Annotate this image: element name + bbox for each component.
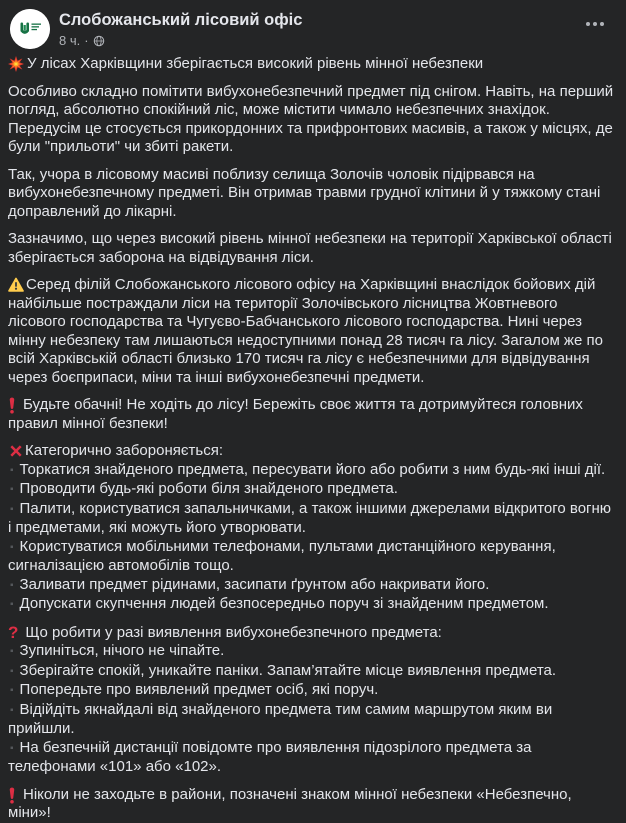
list-item [8, 662, 616, 682]
header-info [59, 9, 302, 49]
paragraph-line [8, 786, 616, 823]
paragraph-text: Ніколи не заходьте в райони, позначені знаком мінної небезпеки «Небезпечно, міни»! [8, 785, 572, 821]
paragraph-text: Будьте обачні! Не ходіть до лісу! Бережіть своє життя та дотримуйтеся головних правил мінної безпеки! [8, 396, 583, 432]
question-mark-icon: ? [8, 622, 19, 642]
collision-icon [8, 56, 24, 72]
bullet-icon: ▪ [10, 599, 14, 610]
paragraph-text: Що робити у разі виявлення вибухонебезпечного предмета: [25, 623, 442, 641]
list-item [8, 642, 616, 662]
bullet-icon: ▪ [10, 665, 14, 677]
paragraph-line [8, 442, 616, 461]
paragraph-line [8, 396, 616, 433]
list-item-text: Відійдіть якнайдалі від знайденого предмета тим самим маршрутом яким ви прийшли. [8, 700, 553, 737]
list-item-text: Торкатися знайденого предмета, пересувати його або робити з ним будь-які інші дії. [19, 460, 606, 478]
list-item [8, 681, 616, 701]
bullet-icon: ▪ [10, 579, 14, 591]
post-paragraph [8, 230, 616, 267]
post-body [0, 51, 626, 823]
post-header [0, 0, 626, 51]
list-item [8, 461, 616, 481]
paragraph-line [8, 230, 616, 267]
bullet-icon: ▪ [10, 646, 14, 657]
post-paragraph [8, 442, 616, 615]
list-item [8, 701, 616, 739]
list-item-text: Заливати предмет рідинами, засипати ґрунтом або накривати його. [19, 575, 490, 593]
globe-icon [93, 35, 105, 47]
list-item-text: Користуватися мобільними телефонами, пультами дистанційного керування, сигналізацією автомобілів тощо. [8, 537, 556, 574]
list-item [8, 576, 616, 596]
list-item-text: Зберігайте спокій, уникайте паніки. Запам’ятайте місце виявлення предмета. [19, 661, 557, 679]
bullet-icon: ▪ [10, 704, 14, 716]
page-name[interactable]: Слобожанський лісовий офіс [59, 11, 303, 29]
list-item-text: Попередьте про виявлений предмет осіб, які поруч. [19, 681, 379, 698]
bullet-icon: ▪ [10, 484, 14, 495]
paragraph-text: У лісах Харківщини зберігається високий рівень мінної небезпеки [27, 55, 484, 72]
bullet-icon: ▪ [10, 464, 14, 476]
list-item-text: Зупиніться, нічого не чіпайте. [19, 642, 225, 659]
more-dot [593, 22, 597, 26]
post-paragraph [8, 396, 616, 433]
list-item [8, 739, 616, 777]
list-item [8, 538, 616, 576]
paragraph-line [8, 55, 616, 74]
paragraph-line [8, 166, 616, 222]
paragraph-text: Так, учора в лісовому масиві поблизу селища Золочів чоловік підірвався на вибухонебезпечному предметі. Він отримав травми грудної клітини й у тяжкому стані доправлений до лікарні. [8, 165, 601, 220]
timestamp[interactable]: 8 ч. [59, 33, 81, 48]
forest-office-logo-icon [10, 9, 50, 49]
list-item [8, 500, 616, 538]
post-paragraph [8, 786, 616, 823]
exclamation-icon [8, 787, 16, 804]
paragraph-text: Серед філій Слобожанського лісового офісу на Харківщині внаслідок бойових дій найбільше постраждали ліси на території Золочівського лісництва Жовтневого лісового господарства та Чугуєво-Бабчанського лісового господарства. Нині через мінну небезпеку там лишаються недоступними понад 28 тисяч га лісу. Загалом же по всій Харківській області близько 170 тисяч га лісу є небезпечними для відвідування через боєприпаси, міни та інші вибухонебезпечні предмети. [8, 276, 603, 386]
avatar[interactable] [10, 9, 50, 49]
list-item-text: Проводити будь-які роботи біля знайденого предмета. [19, 480, 398, 497]
bullet-icon: ▪ [10, 742, 14, 754]
post-paragraph [8, 276, 616, 387]
paragraph-text: Зазначимо, що через високий рівень мінної небезпеки на території Харківської області зберігається заборона на відвідування ліси. [8, 230, 612, 266]
warning-icon [8, 277, 24, 293]
paragraph-text: Категорично забороняється: [25, 442, 223, 459]
list-item-text: Палити, користуватися запальничками, а також іншими джерелами відкритого вогню і предметами, які можуть його утворювати. [8, 499, 612, 536]
bullet-icon: ▪ [10, 503, 14, 515]
paragraph-line [8, 624, 616, 643]
post-paragraph [8, 166, 616, 222]
paragraph-line [8, 83, 616, 157]
exclamation-icon [8, 397, 16, 414]
list-item [8, 480, 616, 500]
post-paragraph [8, 83, 616, 157]
bullet-icon: ▪ [10, 541, 14, 553]
list-item-text: Допускати скупчення людей безпосередньо поруч зі знайденим предметом. [19, 595, 549, 612]
list-item-text: На безпечній дистанції повідомте про виявлення підозрілого предмета за телефонами «101» або «102». [8, 738, 532, 775]
post-meta [59, 32, 302, 49]
list-item [8, 595, 616, 615]
paragraph-line [8, 276, 616, 387]
paragraph-text: Особливо складно помітити вибухонебезпечний предмет під снігом. Навіть, на перший погляд, абсолютно спокійний ліс, може містити чимало небезпечних знахідок. Передусім це стосується прикордонних та прифронтових масивів, а також у місцях, де були "прильоти" чи збиті ракети. [8, 82, 614, 155]
cross-mark-icon [8, 443, 24, 459]
more-dot [586, 22, 590, 26]
more-dot [600, 22, 604, 26]
more-options-button[interactable] [584, 16, 606, 32]
post-paragraph [8, 624, 616, 777]
bullet-icon: ▪ [10, 685, 14, 696]
meta-separator: · [84, 33, 89, 48]
post-paragraph [8, 55, 616, 74]
